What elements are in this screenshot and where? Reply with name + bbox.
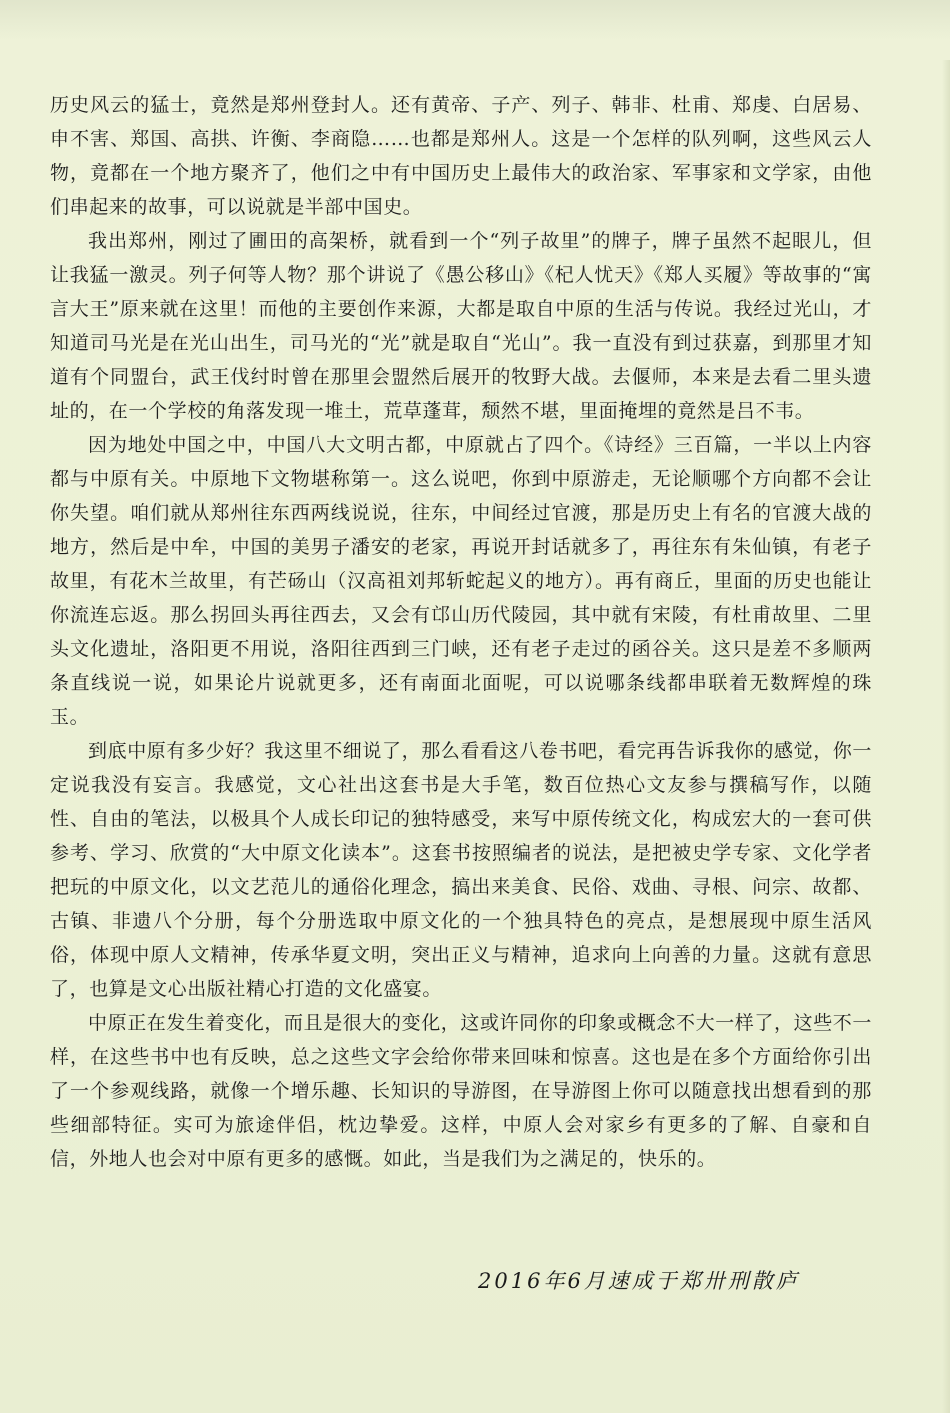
page-right-edge [942, 60, 950, 1413]
paragraph-5: 中原正在发生着变化，而且是很大的变化，这或许同你的印象或概念不大一样了，这些不一样，在这些书中也有反映，总之这些文字会给你带来回味和惊喜。这也是在多个方面给你引出了一个参观线路，就像一个增乐趣、长知识的导游图，在导游图上你可以随意找出想看到的那些细部特征。实可为旅途伴侣，枕边挚爱。这样，中原人会对家乡有更多的了解、自豪和自信，外地人也会对中原有更多的感慨。如此，当是我们为之满足的，快乐的。 [50, 1012, 873, 1170]
paragraph-4: 到底中原有多少好？我这里不细说了，那么看看这八卷书吧，看完再告诉我你的感觉，你一定说我没有妄言。我感觉，文心社出这套书是大手笔，数百位热心文友参与撰稿写作，以随性、自由的笔法，以极具个人成长印记的独特感受，来写中原传统文化，构成宏大的一套可供参考、学习、欣赏的“大中原文化读本”。这套书按照编者的说法，是把被史学专家、文化学者把玩的中原文化，以文艺范儿的通俗化理念，搞出来美食、民俗、戏曲、寻根、问宗、故都、古镇、非遗八个分册，每个分册选取中原文化的一个独具特色的亮点，是想展现中原生活风俗，体现中原人文精神，传承华夏文明，突出正义与精神，追求向上向善的力量。这就有意思了，也算是文心出版社精心打造的文化盛宴。 [50, 740, 873, 1000]
paragraph-3: 因为地处中国之中，中国八大文明古都，中原就占了四个。《诗经》三百篇，一半以上内容都与中原有关。中原地下文物堪称第一。这么说吧，你到中原游走，无论顺哪个方向都不会让你失望。咱们就从郑州往东西两线说说，往东，中间经过官渡，那是历史上有名的官渡大战的地方，然后是中牟，中国的美男子潘安的老家，再说开封话就多了，再往东有朱仙镇，有老子故里，有花木兰故里，有芒砀山（汉高祖刘邦斩蛇起义的地方）。再有商丘，里面的历史也能让你流连忘返。那么拐回头再往西去，又会有邙山历代陵园，其中就有宋陵，有杜甫故里、二里头文化遗址，洛阳更不用说，洛阳往西到三门峡，还有老子走过的函谷关。这只是差不多顺两条直线说一说，如果论片说就更多，还有南面北面呢，可以说哪条线都串联着无数辉煌的珠玉。 [50, 434, 872, 728]
page-top-shadow [0, 0, 950, 40]
author-signature: 2016年6月速成于郑卅刑散庐 [478, 1269, 800, 1293]
paragraph-1: 历史风云的猛士，竟然是郑州登封人。还有黄帝、子产、列子、韩非、杜甫、郑虔、白居易、申不害、郑国、高拱、许衡、李商隐……也都是郑州人。这是一个怎样的队列啊，这些风云人物，竟都在一个地方聚齐了，他们之中有中国历史上最伟大的政治家、军事家和文学家，由他们串起来的故事，可以说就是半部中国史。 [50, 94, 872, 218]
paragraph-2: 我出郑州，刚过了圃田的高架桥，就看到一个“列子故里”的牌子，牌子虽然不起眼儿，但让我猛一激灵。列子何等人物？那个讲说了《愚公移山》《杞人忧天》《郑人买履》等故事的“寓言大王”原来就在这里！而他的主要创作来源，大都是取自中原的生活与传说。我经过光山，才知道司马光是在光山出生，司马光的“光”就是取自“光山”。我一直没有到过获嘉，到那里才知道有个同盟台，武王伐纣时曾在那里会盟然后展开的牧野大战。去偃师，本来是去看二里头遗址的，在一个学校的角落发现一堆土，荒草蓬茸，颓然不堪，里面掩埋的竟然是吕不韦。 [50, 230, 872, 422]
body-text [50, 88, 872, 1176]
